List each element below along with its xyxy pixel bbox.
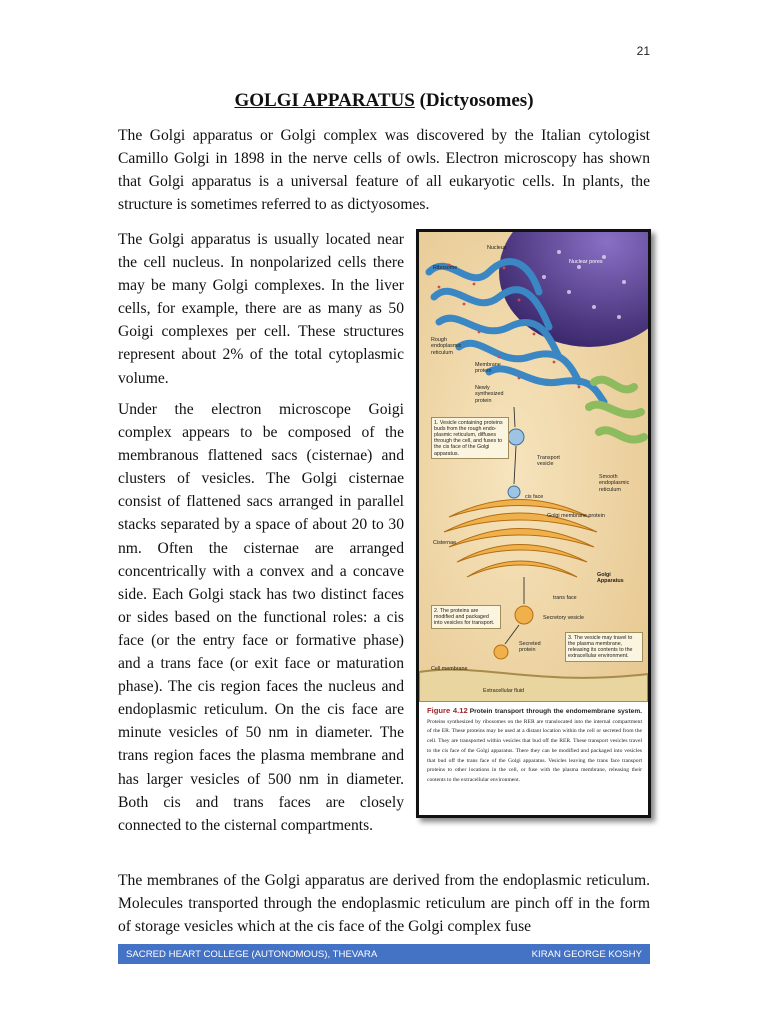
label-extracellular-fluid: Extracellular fluid [483,688,525,694]
label-golgi-membrane-protein: Golgi membrane protein [547,513,605,519]
label-cis-face: cis face [525,494,544,500]
label-newly-synthesized: Newly synthesized protein [475,385,504,404]
page-number: 21 [636,44,650,58]
label-membrane-protein: Membrane protein [475,362,501,375]
step-1-box: 1. Vesicle containing proteins buds from the rough endo-plasmic reticulum, diffuses through the cell, and fuses to the cis face of the Golgi apparatus. [431,417,509,459]
label-ribosome: Ribosome [433,265,458,271]
label-cell-membrane: Cell membrane [431,666,468,672]
figure-caption-title: Protein transport through the endomembrane system. [469,708,643,715]
step-2-box: 2. The proteins are modified and packaged into vesicles for transport. [431,605,501,629]
step-3-box: 3. The vesicle may travel to the plasma membrane, releasing its contents to the extracellular environment. [565,632,643,662]
paragraph-location: The Golgi apparatus is usually located near the cell nucleus. In nonpolarized cells there may be many Golgi complexes. In the liver cells, for example, there are as many as 50 Goigi complexes per cell. These structures represent about 2% of the total cytoplasmic volume. [118,231,404,387]
secreted-vesicle-shape [494,645,508,659]
title-main: GOLGI APPARATUS [234,90,415,111]
figure-caption-text: Proteins synthesized by ribosomes on the RER are translocated into the internal compartment of the ER. These proteins may be used at a distant location within the cell or secreted from the cell. They are transported within vesicles that bud off the RER. These transport vesicles travel to the cis face of the Golgi apparatus. There they can be modified and packaged into vesicles that bud off the trans face of the Golgi apparatus. Vesicles leaving the trans face transport proteins to other locations in the cell, or fuse with the plasma membrane, releasing their contents to the extracellular environment. [427,718,642,783]
cis-vesicle-shape [508,486,520,498]
page-footer [118,944,650,964]
label-transport-vesicle: Transport vesicle [537,455,560,468]
title-sub: (Dictyosomes) [419,90,534,111]
label-nucleus: Nucleus [487,245,507,251]
label-nuclear-pores: Nuclear pores [569,259,603,265]
label-secretory-vesicle: Secretory vesicle [543,615,585,621]
figure-caption [427,706,642,786]
paragraph-intro: The Golgi apparatus or Golgi complex was discovered by the Italian cytologist Camillo Golgi in 1898 in the nerve cells of owls. Electron microscopy has shown that Golgi apparatus is a universal feature of all eukaryotic cells. In plants, the structure is sometimes referred to as dictyosomes. [118,127,650,214]
page-title [118,90,650,112]
paragraph-structure: Under the electron microscope Goigi complex appears to be composed of the membranous flattened sacs (cisternae) and clusters of vesicles. The Golgi cisternae consist of flattened sacs arranged in parallel stacks separated by a space of about 20 to 30 nm. Often the cisternae are arranged concentrically with a convex and a concave side. Each Golgi stack has two distinct faces or sides based on the functional roles: a cis face (or the entry face or formative phase) and a trans face (or exit face or maturation phase). The cis region faces the nucleus and endoplasmic reticulum. On the cis face are minute vesicles of 50 nm in diameter. The trans region faces the plasma membrane and has larger vesicles of 500 nm in diameter. Both cis and trans faces are closely connected to the cisternal compartments. [118,401,404,834]
footer-institution: SACRED HEART COLLEGE (AUTONOMOUS), THEVARA [126,948,378,960]
footer-author: KIRAN GEORGE KOSHY [531,948,642,960]
secretory-vesicle-shape [515,606,533,624]
figure-golgi-transport [416,229,651,818]
label-smooth-er: Smooth endoplasmic reticulum [599,474,630,493]
label-secreted-protein: Secreted protein [519,641,541,654]
paragraph-membranes: The membranes of the Golgi apparatus are derived from the endoplasmic reticulum. Molecules transported through the endoplasmic reticulum are pinch off in the form of storage vesicles which at the cis face of the Golgi complex fuse [118,872,650,936]
label-golgi-apparatus: Golgi Apparatus [597,572,624,585]
label-rough-er: Rough endoplasmic reticulum [431,337,462,356]
figure-caption-id: Figure 4.12 [427,706,468,715]
label-trans-face: trans face [553,595,577,601]
transport-vesicle-shape [508,429,524,445]
label-cisternae: Cisternae [433,540,457,546]
